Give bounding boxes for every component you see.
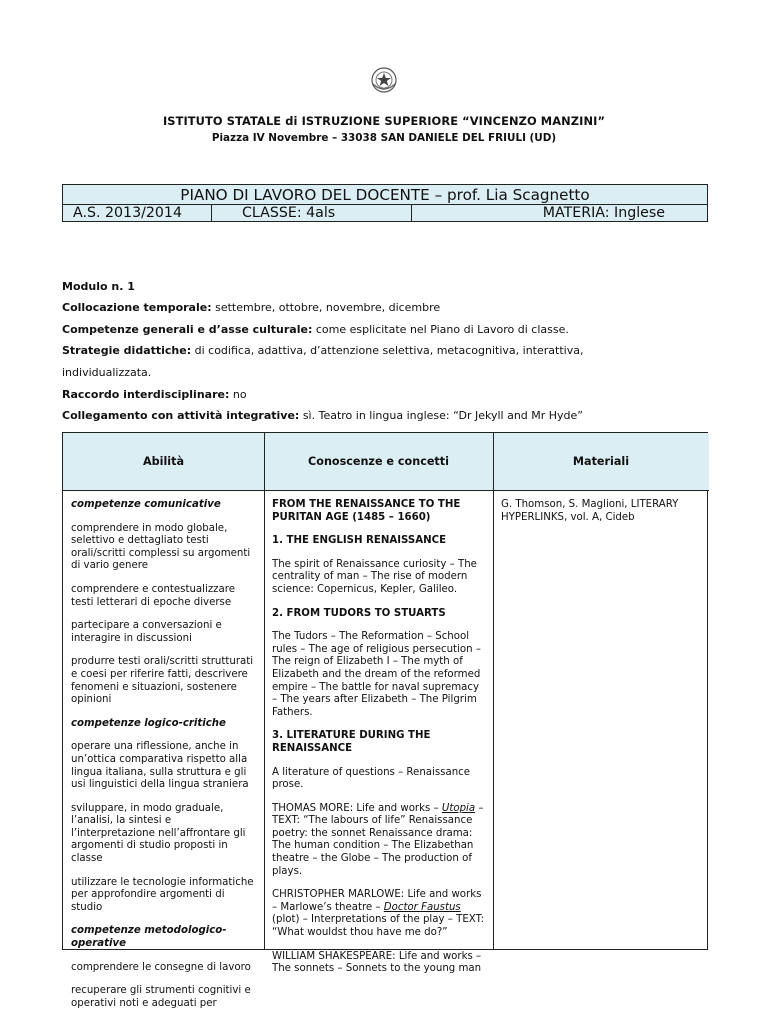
skill-item: comprendere le consegne di lavoro bbox=[71, 961, 251, 973]
institute-address: Piazza IV Novembre – 33038 SAN DANIELE DEL FRIULI (UD) bbox=[211, 132, 557, 144]
program-table bbox=[62, 432, 708, 1009]
class-label: CLASSE: 4als bbox=[211, 205, 411, 222]
skill-item: recuperare gli strumenti cognitivi e operativi noti e adeguati per bbox=[71, 985, 251, 1009]
institute-title: ISTITUTO STATALE di ISTRUZIONE SUPERIORE “VINCENZO MANZINI” bbox=[162, 114, 606, 128]
knowledge-heading: 1. THE ENGLISH RENAISSANCE bbox=[272, 535, 447, 547]
skill-item: operare una riflessione, anche in un’ottica comparativa rispetto alla lingua italiana, sulla struttura e gli usi linguistici della lingua straniera bbox=[71, 741, 249, 791]
knowledge-item: WILLIAM SHAKESPEARE: Life and works – The sonnets – Sonnets to the young man bbox=[272, 950, 482, 975]
material-item: G. Thomson, S. Maglioni, LITERARY HYPERLINKS, vol. A, Cideb bbox=[501, 499, 679, 523]
skill-item: comprendere e contestualizzare testi letterari di epoche diverse bbox=[71, 583, 236, 608]
skill-heading: competenze metodologico-operative bbox=[71, 925, 227, 950]
materiali-column bbox=[493, 491, 709, 949]
interdisciplinary-info: Raccordo interdisciplinare: no bbox=[62, 388, 247, 401]
module-number: Modulo n. 1 bbox=[62, 280, 135, 293]
knowledge-heading: FROM THE RENAISSANCE TO THE PURITAN AGE (1485 – 1660) bbox=[272, 499, 461, 523]
skill-item: comprendere in modo globale, selettivo e dettagliato testi orali/scritti complessi su argomenti di vario genere bbox=[71, 522, 251, 572]
school-year: A.S. 2013/2014 bbox=[73, 205, 182, 221]
conoscenze-column bbox=[264, 491, 493, 975]
knowledge-item: A literature of questions – Renaissance prose. bbox=[272, 766, 471, 791]
skill-item: partecipare a conversazioni e interagire in discussioni bbox=[71, 620, 222, 644]
knowledge-item: THOMAS MORE: Life and works – Utopia – TEXT: “The labours of life” Renaissance poetry: the sonnet Renaissance drama: The human condition – The Elizabethan theatre – the Globe – The production of plays. bbox=[272, 802, 484, 877]
knowledge-item: The spirit of Renaissance curiosity – The centrality of man – The rise of modern science: Copernicus, Kepler, Galileo. bbox=[272, 558, 477, 595]
header-conoscenze: Conoscenze e concetti bbox=[264, 433, 493, 491]
abilita-column bbox=[63, 491, 264, 1009]
republic-emblem-icon bbox=[370, 66, 398, 94]
strategy-info-cont: individualizzata. bbox=[62, 366, 152, 379]
knowledge-heading: 2. FROM TUDORS TO STUARTS bbox=[272, 607, 446, 619]
time-info: Collocazione temporale: settembre, ottobre, novembre, dicembre bbox=[62, 301, 441, 314]
skill-item: utilizzare le tecnologie informatiche per approfondire argomenti di studio bbox=[71, 876, 254, 913]
knowledge-heading: 3. LITERATURE DURING THE RENAISSANCE bbox=[272, 730, 431, 754]
knowledge-item: CHRISTOPHER MARLOWE: Life and works – Marlowe’s theatre – Doctor Faustus (plot) – Interpretations of the play – TEXT: “What wouldst thou have me do?” bbox=[272, 889, 485, 939]
activities-info: Collegamento con attività integrative: sì. Teatro in lingua inglese: “Dr Jekyll and Mr Hyde” bbox=[62, 409, 584, 422]
header-abilita: Abilità bbox=[63, 433, 264, 491]
skill-heading: competenze logico-critiche bbox=[71, 717, 226, 729]
plan-info-row bbox=[63, 204, 707, 222]
plan-header-box bbox=[62, 184, 708, 222]
strategy-info: Strategie didattiche: di codifica, adattiva, d’attenzione selettiva, metacognitiva, interattiva, bbox=[62, 344, 584, 357]
skill-item: produrre testi orali/scritti strutturati e coesi per riferire fatti, descrivere fenomeni e situazioni, sostenere opinioni bbox=[71, 656, 254, 706]
header-materiali: Materiali bbox=[493, 433, 709, 491]
skill-item: sviluppare, in modo graduale, l’analisi, la sintesi e l’interpretazione nell’affrontare gli argomenti di studio proposti in classe bbox=[71, 802, 246, 865]
plan-title: PIANO DI LAVORO DEL DOCENTE – prof. Lia Scagnetto bbox=[180, 186, 590, 204]
subject-label: MATERIA: Inglese bbox=[411, 205, 708, 222]
skill-heading: competenze comunicative bbox=[71, 499, 221, 510]
competence-info: Competenze generali e d’asse culturale: come esplicitate nel Piano di Lavoro di classe. bbox=[62, 323, 569, 336]
knowledge-item: The Tudors – The Reformation – School rules – The age of religious persecution – The reign of Elizabeth I – The myth of Elizabeth and the dream of the reformed empire – The battle for naval supremacy – The years after Elizabeth – The Pilgrim Fathers. bbox=[272, 631, 481, 718]
